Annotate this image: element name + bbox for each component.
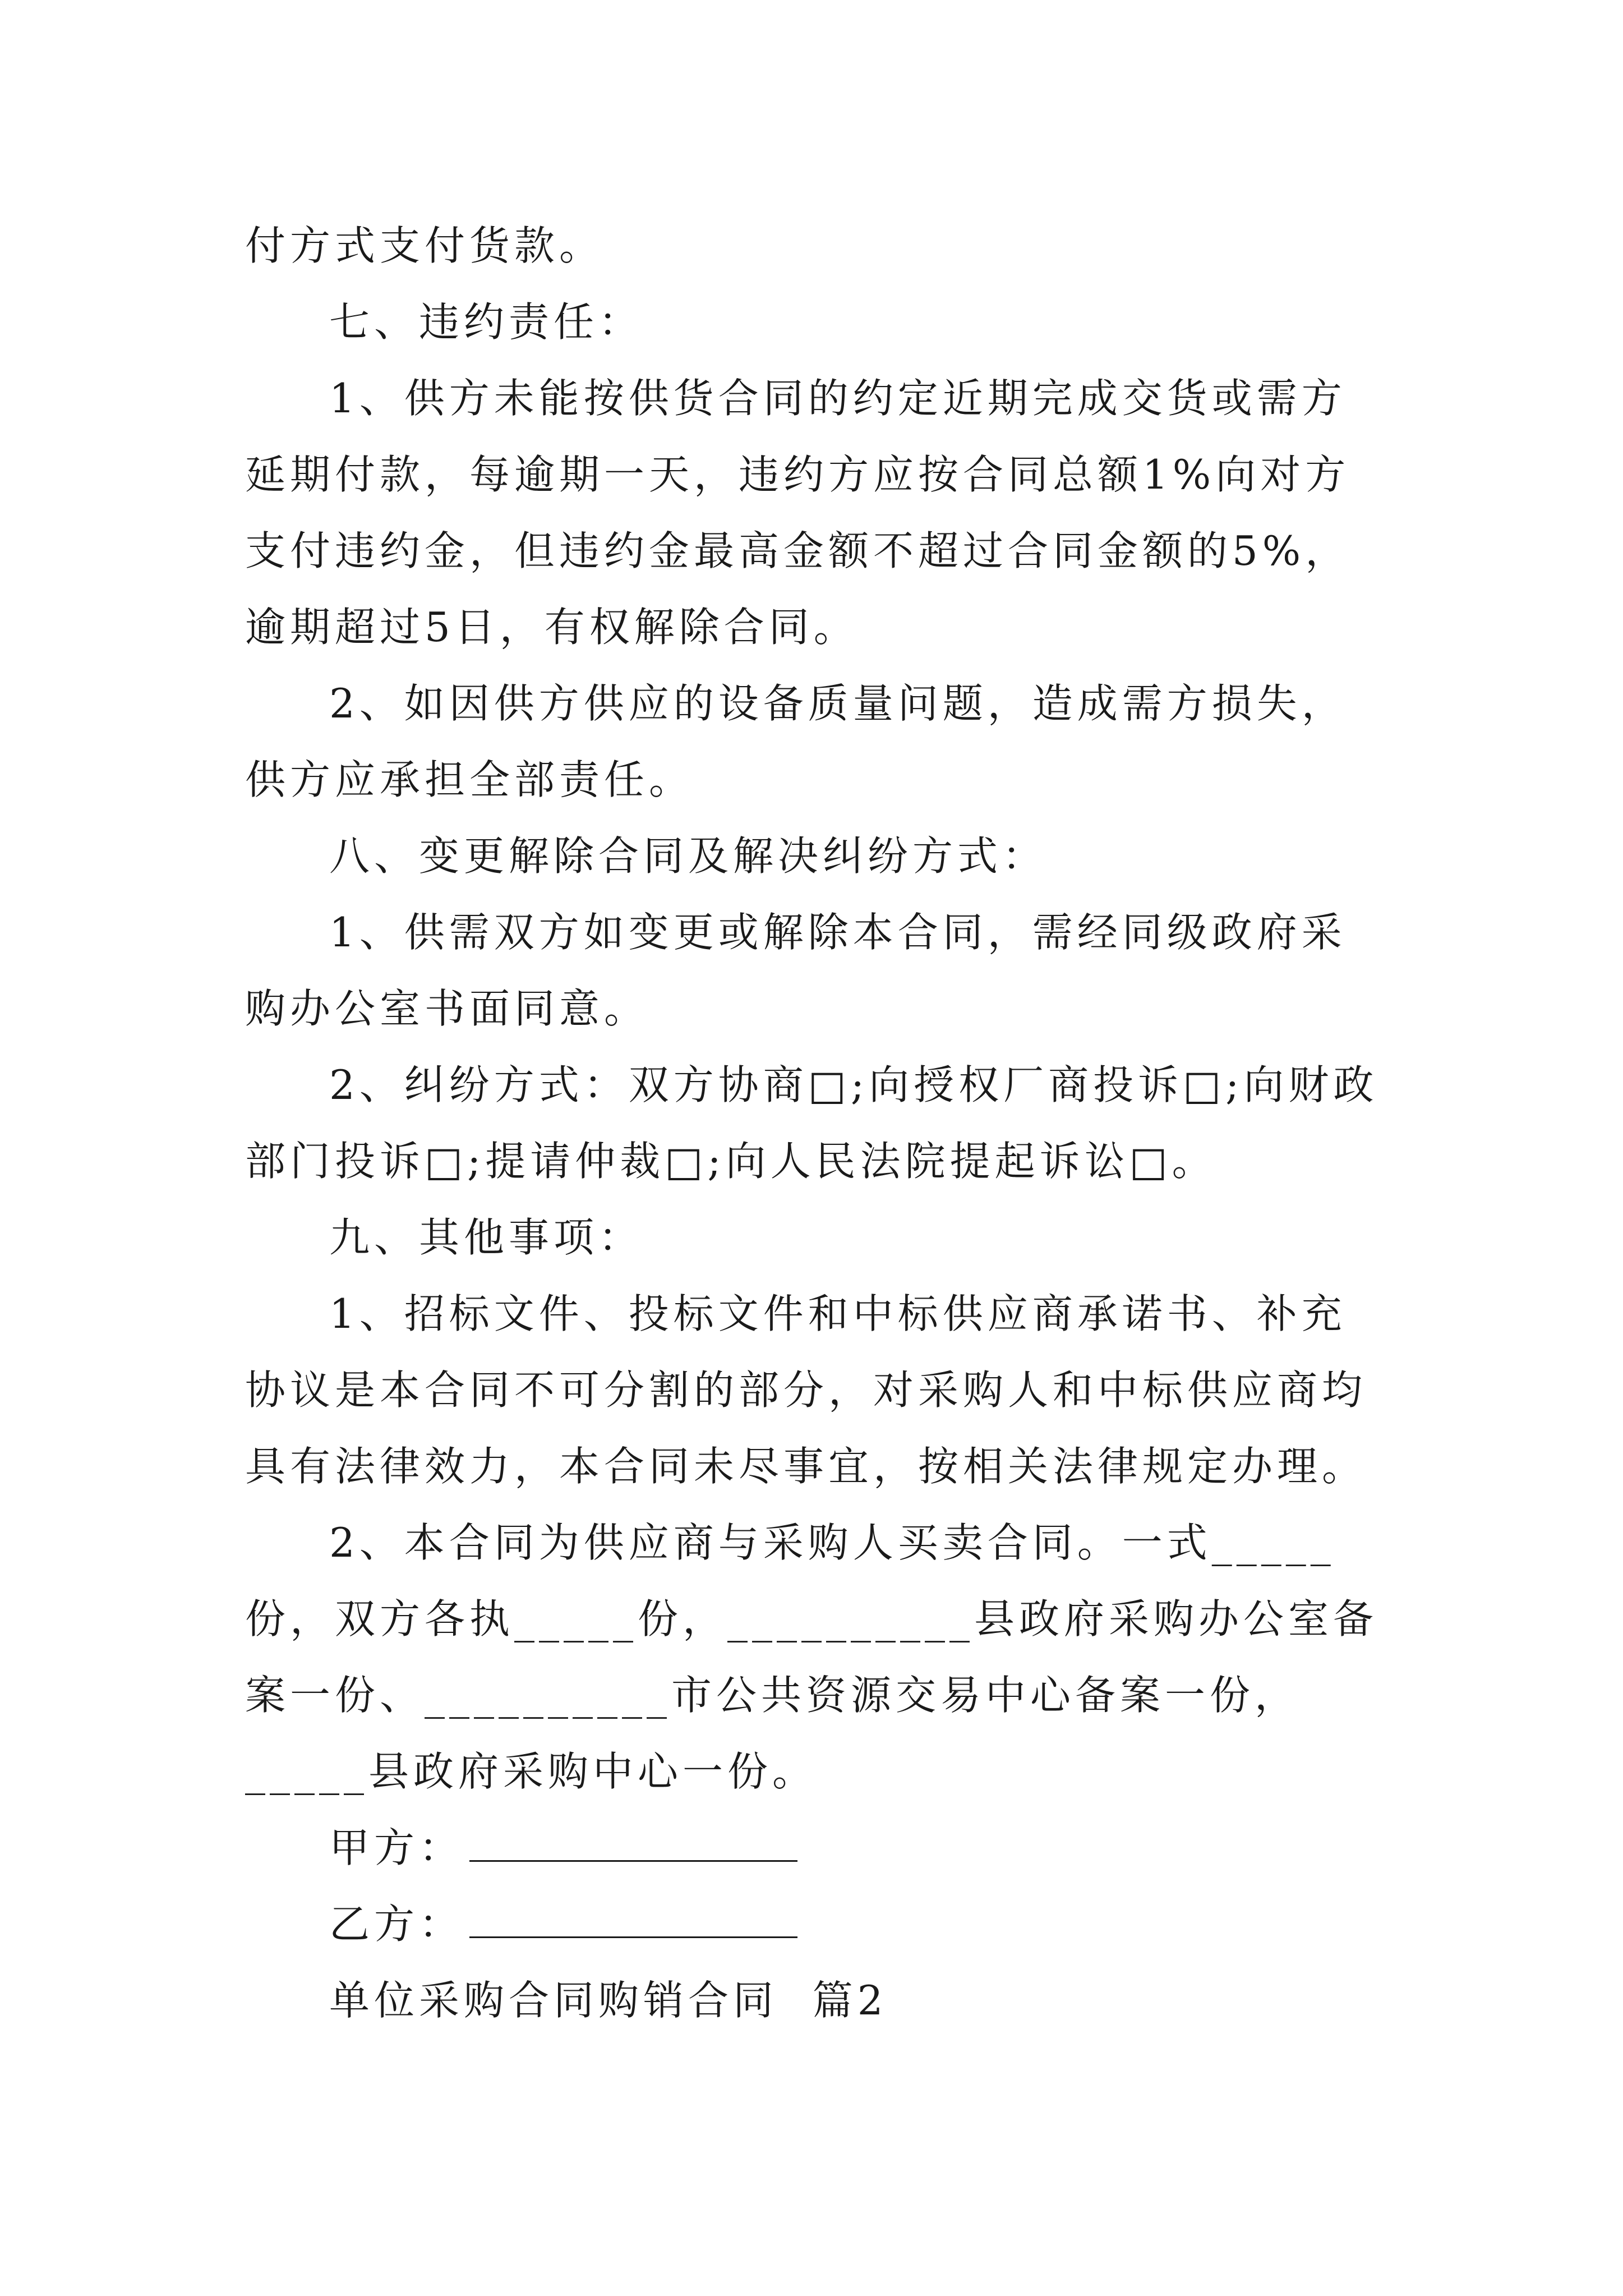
section-heading-other-matters: 九、其他事项： <box>329 1214 644 1261</box>
signature-party-a <box>245 1810 1389 1886</box>
signature-party-b <box>245 1886 1389 1962</box>
party-a-label: 甲方： <box>329 1824 464 1871</box>
paragraph-copies: 2、本合同为供应商与采购人买卖合同。一式_____份，双方各执_____份，__________县政府采购办公室备案一份、__________市公共资源交易中心备案一份，_____县政府采购中心一份。 <box>245 1519 1378 1795</box>
section-heading-dispute-resolution: 八、变更解除合同及解决纠纷方式： <box>329 832 1048 880</box>
paragraph-dispute-methods: 2、纠纷方式：双方协商□;向授权厂商投诉□;向财政部门投诉□;提请仲裁□;向人民法院提起诉讼□。 <box>245 1061 1378 1185</box>
document-body <box>245 208 1389 2039</box>
paragraph-contract-change: 1、供需双方如变更或解除本合同，需经同级政府采购办公室书面同意。 <box>245 909 1347 1032</box>
paragraph-contract-documents: 1、招标文件、投标文件和中标供应商承诺书、补充协议是本合同不可分割的部分，对采购人和中标供应商均具有法律效力，本合同未尽事宜，按相关法律规定办理。 <box>245 1290 1367 1490</box>
section-heading-breach-liability: 七、违约责任： <box>329 298 644 346</box>
next-section-heading: 单位采购合同购销合同 篇2 <box>329 1977 888 2024</box>
paragraph-quality-liability: 2、如因供方供应的设备质量问题，造成需方损失，供方应承担全部责任。 <box>245 680 1347 803</box>
party-b-signature-line <box>469 1903 797 1938</box>
paragraph-payment-tail: 付方式支付货款。 <box>245 222 605 269</box>
party-a-signature-line <box>469 1826 797 1862</box>
party-b-label: 乙方： <box>329 1901 464 1948</box>
paragraph-late-penalty: 1、供方未能按供货合同的约定近期完成交货或需方延期付款，每逾期一天，违约方应按合同总额1%向对方支付违约金，但违约金最高金额不超过合同金额的5%，逾期超过5日，有权解除合同。 <box>245 375 1350 651</box>
